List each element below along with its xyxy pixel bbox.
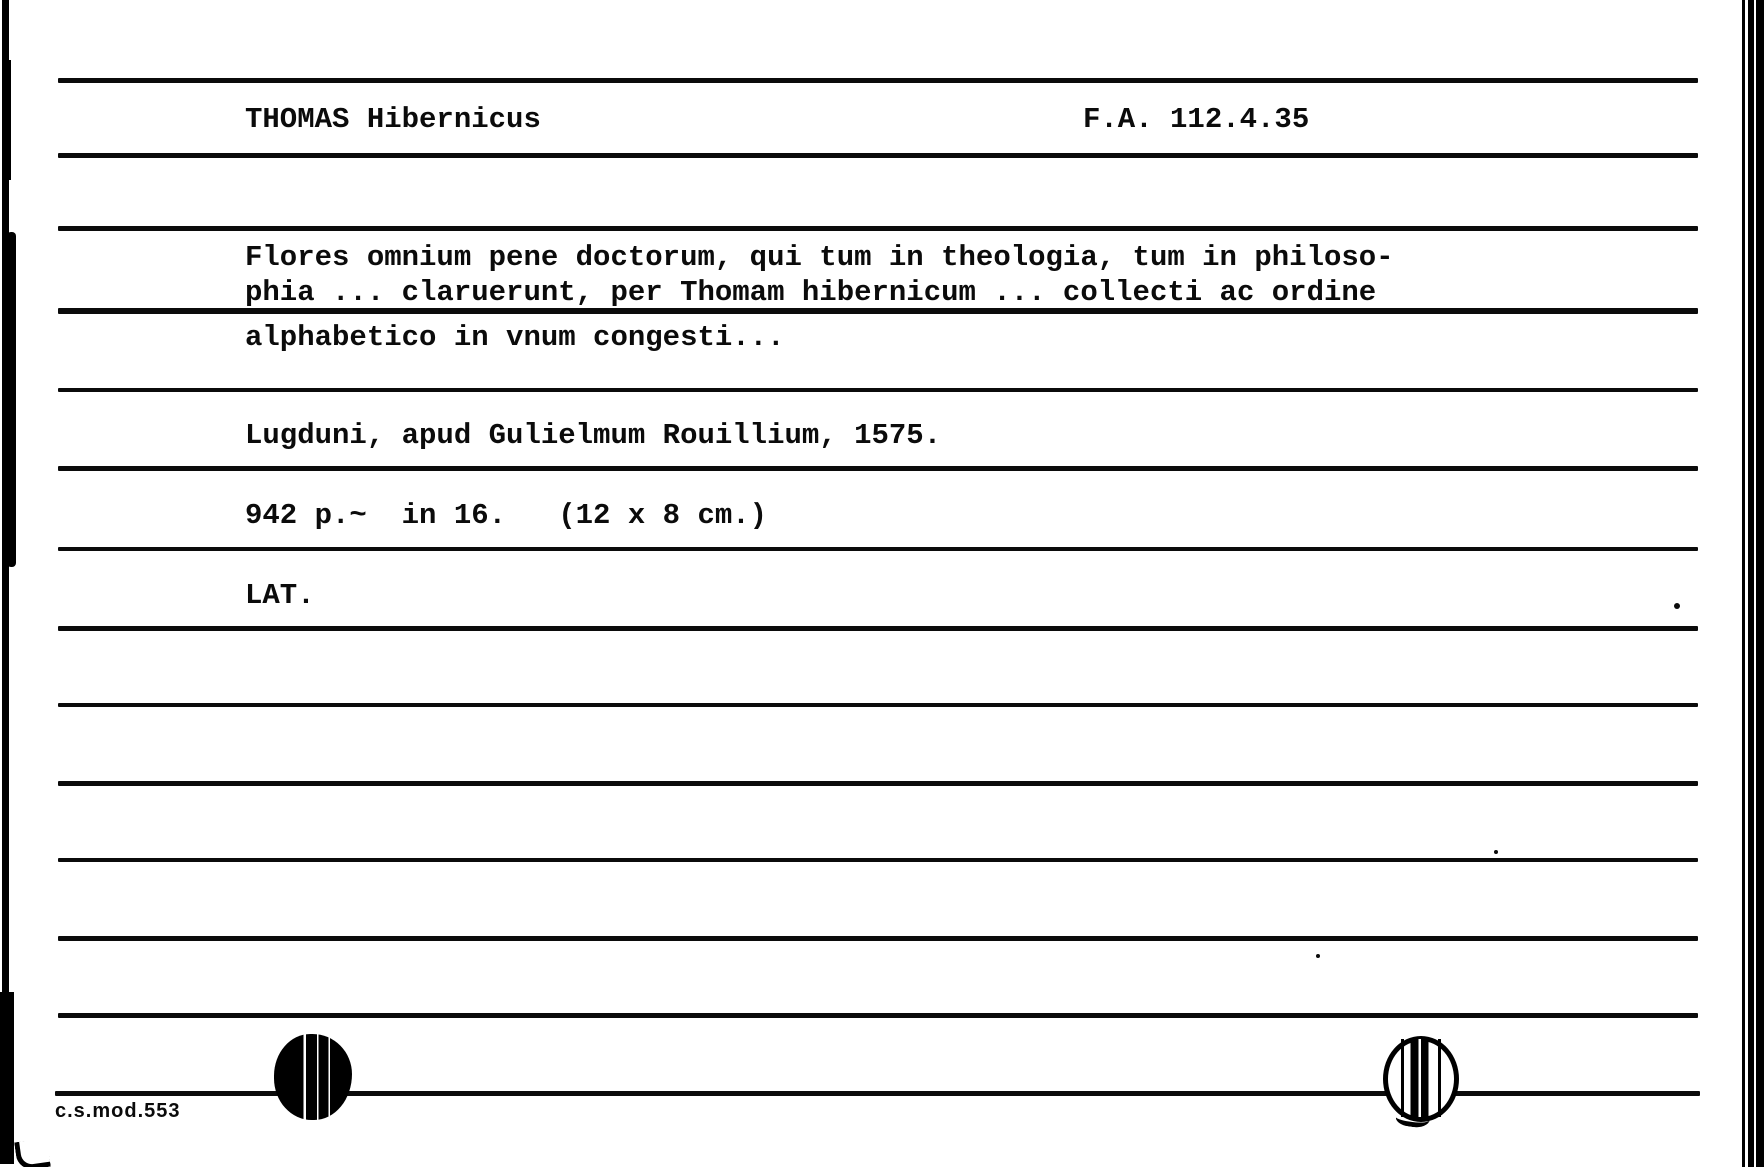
ruled-line xyxy=(58,626,1698,631)
ruled-line xyxy=(58,1013,1698,1018)
ruled-line xyxy=(58,226,1698,231)
language-note: LAT. xyxy=(245,579,315,612)
left-scan-edge-blob xyxy=(0,992,14,1164)
right-punch-hole-icon xyxy=(1383,1036,1459,1122)
imprint: Lugduni, apud Gulielmum Rouillium, 1575. xyxy=(245,419,942,452)
left-punch-hole-icon xyxy=(274,1034,352,1120)
left-scan-edge-blob xyxy=(6,60,11,180)
title-line-2: phia ... claruerunt, per Thomam hibernicum ... collecti ac ordine xyxy=(245,276,1377,309)
ruled-line xyxy=(58,466,1698,471)
ink-speck xyxy=(1494,850,1498,854)
ruled-line xyxy=(58,547,1698,551)
bottom-left-pen-mark xyxy=(14,1138,51,1167)
ruled-line xyxy=(58,936,1698,941)
left-scan-edge-blob xyxy=(7,232,16,567)
ruled-line xyxy=(58,78,1698,83)
shelfmark: F.A. 112.4.35 xyxy=(1083,103,1310,136)
ink-speck xyxy=(1316,954,1320,958)
title-line-1: Flores omnium pene doctorum, qui tum in theologia, tum in philoso- xyxy=(245,241,1394,274)
author-heading: THOMAS Hibernicus xyxy=(245,103,541,136)
right-scan-edge xyxy=(1742,0,1764,1167)
ruled-line xyxy=(58,781,1698,786)
form-number: c.s.mod.553 xyxy=(55,1100,181,1122)
ink-speck xyxy=(1674,603,1680,609)
ruled-line xyxy=(58,388,1698,392)
ruled-line xyxy=(58,858,1698,862)
punch-hole-tail-stroke xyxy=(1395,1106,1431,1130)
collation: 942 p.~ in 16. (12 x 8 cm.) xyxy=(245,499,768,532)
ruled-line xyxy=(58,703,1698,707)
title-line-3: alphabetico in vnum congesti... xyxy=(245,321,785,354)
ruled-line xyxy=(58,153,1698,158)
